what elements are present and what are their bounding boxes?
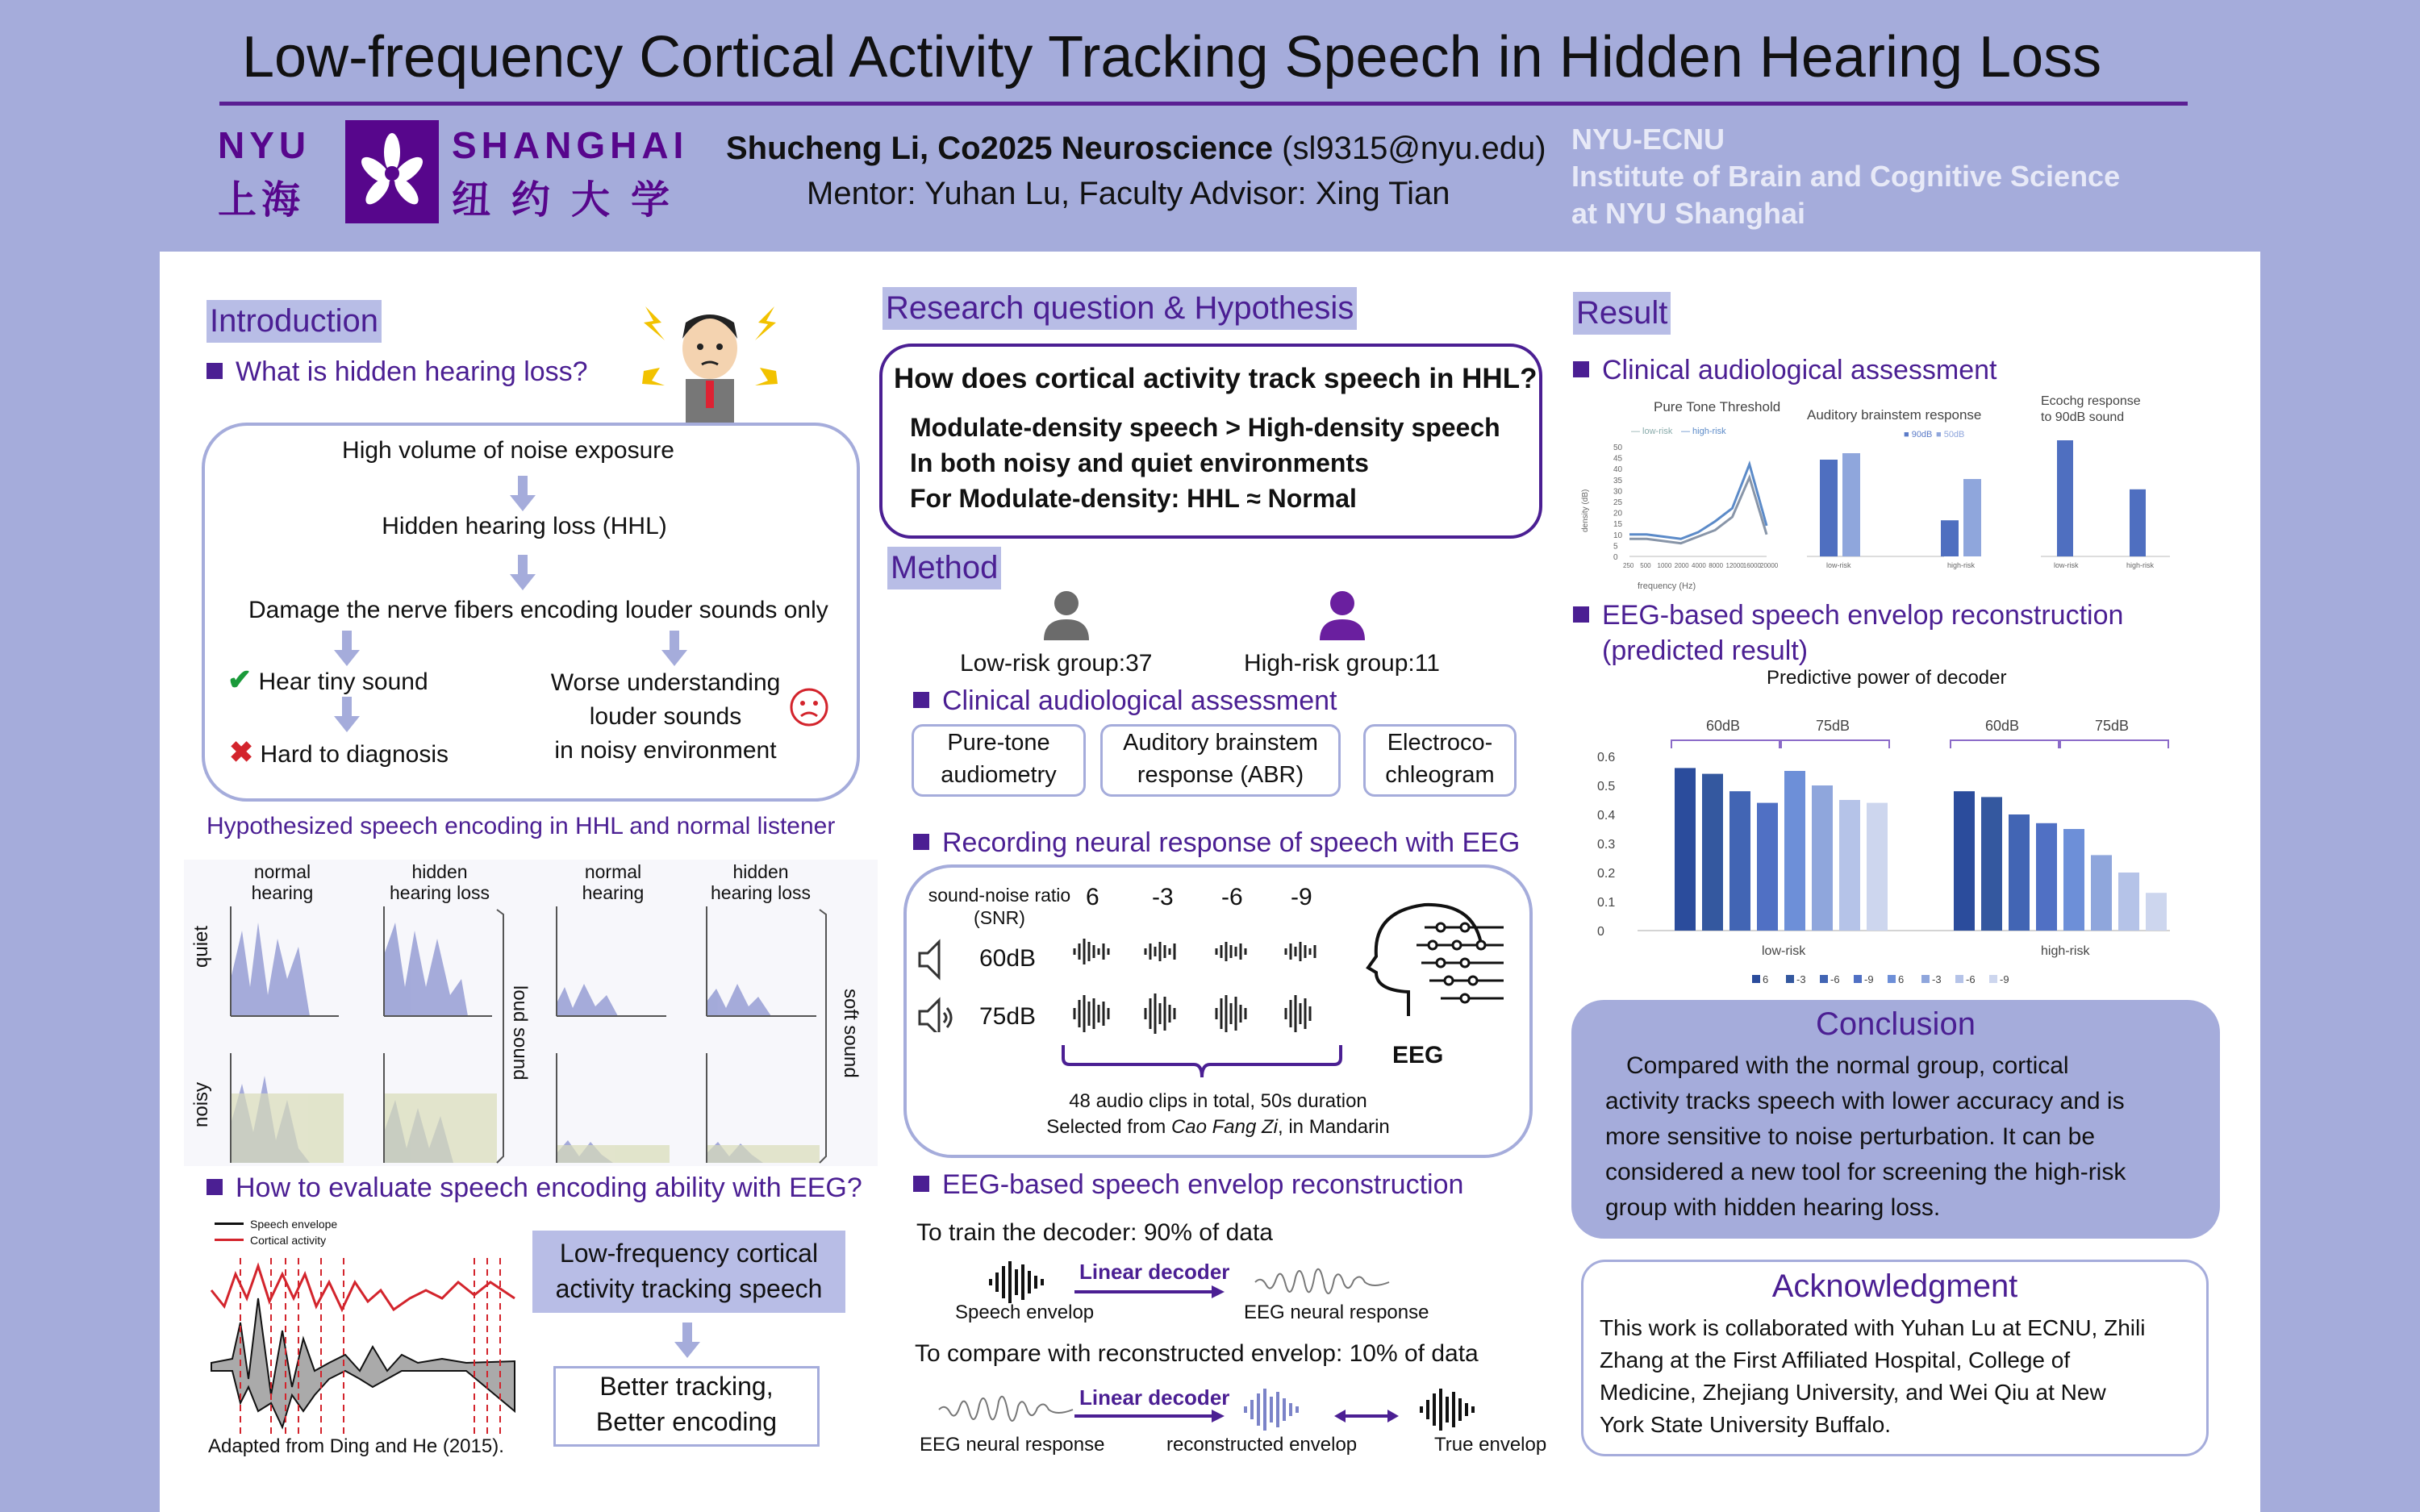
snr-label <box>915 884 1084 929</box>
pred-group-bracket <box>1951 740 2059 748</box>
pred-bar <box>1954 791 1975 931</box>
pred-legend-label: -9 <box>1864 973 1874 985</box>
speech-envelop-icon <box>986 1258 1066 1306</box>
eeg-neural-response-label: EEG neural response <box>1244 1302 1429 1323</box>
logo-nyu-text: NYU <box>218 124 311 166</box>
author-line <box>726 131 1546 167</box>
flow-step-3: Damage the nerve fibers encoding louder sounds only <box>248 597 828 623</box>
research-heading: Research question & Hypothesis <box>882 287 1357 330</box>
result-eeg-subheading: (predicted result) <box>1602 635 1809 666</box>
pta-legend-high: — high-risk <box>1681 427 1726 436</box>
test-pure-tone <box>912 724 1086 797</box>
abr-bar <box>1941 520 1959 556</box>
low-risk-group: Low-risk group:37 <box>960 650 1153 677</box>
mentor-line: Mentor: Yuhan Lu, Faculty Advisor: Xing Tian <box>807 176 1450 211</box>
hyp-col-hidden-1 <box>379 861 500 903</box>
pred-group-bracket <box>1671 740 1780 748</box>
pred-legend-swatch <box>1955 975 1963 983</box>
snr-minus6: -6 <box>1221 884 1243 910</box>
pta-title: Pure Tone Threshold <box>1654 399 1781 414</box>
low-freq-line: Low-frequency cortical <box>559 1239 819 1268</box>
pta-xtick: 2000 <box>1674 562 1689 569</box>
pred-bar <box>2118 873 2139 931</box>
test-line: Electroco- <box>1387 730 1493 756</box>
reconstructed-envelop-icon <box>1241 1385 1321 1434</box>
hypothesis-3: For Modulate-density: HHL ≈ Normal <box>910 484 1357 513</box>
pred-legend-swatch <box>1786 975 1794 983</box>
pred-bar <box>1839 800 1860 931</box>
institute-block <box>1571 121 2120 232</box>
hyp-col-label: hearing <box>582 882 645 903</box>
abr-legend-90: ■ 90dB <box>1904 430 1933 439</box>
legend-label: Speech envelope <box>250 1218 338 1231</box>
ecog-xtick: high-risk <box>2126 561 2155 569</box>
source-post: , in Mandarin <box>1278 1116 1390 1138</box>
eeg-head-icon <box>1352 895 1513 1032</box>
pred-group-label: 60dB <box>1706 718 1741 734</box>
pred-ytick: 0.3 <box>1597 838 1616 852</box>
train-decoder: To train the decoder: 90% of data <box>916 1219 1273 1246</box>
eeg-label: EEG <box>1392 1042 1444 1068</box>
pta-xtick: 20000 <box>1760 562 1779 569</box>
pred-xtick: low-risk <box>1762 944 1806 958</box>
test-line: chleogram <box>1385 762 1495 788</box>
test-line: response (ABR) <box>1137 762 1304 788</box>
method-clinical: Clinical audiological assessment <box>913 685 1337 717</box>
pred-ytick: 0.6 <box>1597 751 1616 764</box>
pred-group-bracket <box>2060 740 2168 748</box>
hyp-col-normal-1 <box>234 861 331 903</box>
pred-bar <box>1867 803 1888 931</box>
true-envelop-icon <box>1417 1385 1497 1434</box>
pta-ylabel: density (dB) <box>1581 489 1590 532</box>
level-60db: 60dB <box>979 945 1037 972</box>
pred-legend-swatch <box>1989 975 1997 983</box>
hyp-side-loud: loud sound <box>509 985 531 1081</box>
ding-he-legend <box>215 1216 337 1248</box>
credit-ding-he: Adapted from Ding and He (2015). <box>208 1435 504 1457</box>
snr-label-line: (SNR) <box>974 907 1025 928</box>
hyp-col-label: normal <box>253 861 311 882</box>
pta-ytick: 0 <box>1613 553 1618 562</box>
reconstructed-envelop-label: reconstructed envelop <box>1166 1434 1358 1456</box>
hyp-col-label: hearing loss <box>710 882 812 903</box>
clips-brace <box>1057 1042 1347 1082</box>
true-envelop-label: True envelop <box>1434 1434 1547 1456</box>
pred-legend-label: 6 <box>1898 973 1905 985</box>
speech-envelop-label: Speech envelop <box>955 1302 1095 1323</box>
arrow-down-icon <box>334 716 360 732</box>
ecog-bar <box>2057 440 2073 556</box>
flow-step-2: Hidden hearing loss (HHL) <box>382 513 667 539</box>
pred-bar <box>1981 797 2002 931</box>
linear-decoder-1: Linear decoder <box>1079 1260 1230 1284</box>
pred-bar <box>1702 774 1723 931</box>
low-freq-line: activity tracking speech <box>555 1274 823 1303</box>
arrow-down-icon <box>661 650 687 666</box>
pta-ytick: 30 <box>1613 487 1623 497</box>
nyu-shanghai-logo <box>218 117 694 230</box>
worse-line-3: in noisy environment <box>554 737 777 764</box>
test-line: audiometry <box>941 762 1057 788</box>
pred-bar <box>2091 855 2112 931</box>
ack-line: York State University Buffalo. <box>1600 1412 1892 1437</box>
arrow-right-icon <box>1073 1408 1226 1424</box>
hyp-col-label: normal <box>584 861 642 882</box>
pta-legend-low: — low-risk <box>1631 427 1673 436</box>
level-75db: 75dB <box>979 1003 1037 1030</box>
predictive-power-chart <box>1573 666 2202 997</box>
hyp-row-noisy: noisy <box>190 1081 212 1127</box>
pta-ytick: 50 <box>1613 444 1623 452</box>
pred-legend-label: -6 <box>1830 973 1840 985</box>
pred-xtick: high-risk <box>2041 944 2090 958</box>
intro-question-1: What is hidden hearing loss? <box>207 356 588 388</box>
check-icon: ✔ <box>227 663 252 696</box>
pta-xtick: 1000 <box>1657 562 1672 569</box>
eeg-response-wave-icon-2 <box>936 1385 1081 1434</box>
legend-swatch <box>215 1223 244 1225</box>
pred-bar <box>2009 814 2030 931</box>
pta-ytick: 10 <box>1613 531 1623 540</box>
worse-line-1: Worse understanding <box>550 669 781 696</box>
frustrated-person-icon <box>629 290 791 427</box>
legend-label: Cortical activity <box>250 1234 327 1247</box>
pred-title: Predictive power of decoder <box>1767 667 2007 689</box>
hear-tiny-label: Hear tiny sound <box>258 669 428 695</box>
pred-bar <box>2146 893 2167 931</box>
pred-group-label: 75dB <box>2095 718 2130 734</box>
pred-bar <box>1729 791 1750 931</box>
pred-ytick: 0.1 <box>1597 896 1616 910</box>
conclusion-text <box>1605 1048 2126 1226</box>
arrow-down-icon <box>510 495 536 511</box>
pta-xlabel: frequency (Hz) <box>1638 581 1696 591</box>
conclusion-line: group with hidden hearing loss. <box>1605 1194 1941 1221</box>
pta-xtick: 16000 <box>1742 562 1761 569</box>
logo-cn-left: 上海 <box>218 179 306 222</box>
pta-chart <box>1581 399 1780 591</box>
linear-decoder-2: Linear decoder <box>1079 1385 1230 1410</box>
pred-chart-group <box>1597 667 2170 985</box>
abr-bar <box>1963 479 1981 556</box>
snr-minus9: -9 <box>1291 884 1312 910</box>
hypothesis-1: Modulate-density speech > High-density speech <box>910 413 1500 442</box>
result-clinical: Clinical audiological assessment <box>1573 355 1996 386</box>
hard-diagnosis-label: Hard to diagnosis <box>260 741 449 768</box>
hyp-encoding-title: Hypothesized speech encoding in HHL and normal listener <box>207 813 836 839</box>
legend-swatch <box>215 1239 244 1241</box>
pred-ytick: 0 <box>1597 925 1604 939</box>
snr-label-line: sound-noise ratio <box>928 885 1071 906</box>
pta-xtick: 4000 <box>1692 562 1706 569</box>
title-divider <box>219 102 2188 106</box>
better-line: Better tracking, <box>599 1372 774 1401</box>
hyp-col-label: hidden <box>732 861 789 882</box>
logo-cn-right: 纽约大学 <box>452 179 691 222</box>
pred-legend-swatch <box>1820 975 1828 983</box>
ack-text <box>1600 1312 2145 1441</box>
legend-cortical-activity <box>215 1232 337 1248</box>
pred-ytick: 0.5 <box>1597 780 1616 793</box>
pred-bar <box>1784 771 1805 931</box>
pred-bar <box>1812 785 1833 931</box>
conclusion-line: activity tracks speech with lower accuracy and is <box>1605 1088 2125 1114</box>
hyp-row-quiet: quiet <box>190 925 212 968</box>
institute-line-3: at NYU Shanghai <box>1571 197 1806 230</box>
method-eeg-recording: Recording neural response of speech with EEG <box>913 827 1520 859</box>
eeg-neural-response-label-2: EEG neural response <box>920 1434 1105 1456</box>
ack-line: Medicine, Zhejiang University, and Wei Qiu at New <box>1600 1380 2106 1405</box>
abr-bar <box>1842 453 1860 556</box>
cross-icon: ✖ <box>229 735 254 768</box>
pred-bar <box>1675 768 1696 931</box>
ecog-bar <box>2130 489 2146 556</box>
source-title: Cao Fang Zi <box>1170 1116 1279 1138</box>
pred-legend-swatch <box>1854 975 1862 983</box>
test-ecog <box>1363 724 1517 797</box>
pta-ytick: 5 <box>1613 542 1618 552</box>
clinical-charts <box>1573 395 2186 597</box>
ecog-chart <box>2041 395 2170 569</box>
pred-bar <box>1757 803 1778 931</box>
test-line: Auditory brainstem <box>1123 730 1318 756</box>
pred-legend-label: -3 <box>1796 973 1806 985</box>
pred-group-bracket <box>1781 740 1889 748</box>
sad-face-icon <box>789 687 829 727</box>
pred-legend-label: -6 <box>1966 973 1976 985</box>
pta-xtick: 12000 <box>1725 562 1744 569</box>
ding-he-figure <box>208 1250 523 1435</box>
ecog-title-line-2: to 90dB sound <box>2041 410 2125 424</box>
eeg-response-wave-icon <box>1252 1258 1397 1306</box>
hyp-waveform-panels <box>226 906 855 1166</box>
ack-title: Acknowledgment <box>1771 1268 2018 1304</box>
test-line: Pure-tone <box>947 730 1050 756</box>
hyp-col-hidden-2 <box>700 861 821 903</box>
pred-legend-swatch <box>1752 975 1760 983</box>
pta-ytick: 45 <box>1613 454 1623 464</box>
conclusion-line: Compared with the normal group, cortical <box>1626 1052 2069 1079</box>
intro-heading: Introduction <box>207 300 382 343</box>
snr-6: 6 <box>1086 884 1099 910</box>
pred-legend-label: -9 <box>2000 973 2009 985</box>
ecog-xtick: low-risk <box>2054 561 2079 569</box>
method-heading: Method <box>887 547 1001 589</box>
hyp-col-label: hearing <box>251 882 314 903</box>
pred-legend-swatch <box>1888 975 1896 983</box>
test-abr <box>1100 724 1341 797</box>
conclusion-line: considered a new tool for screening the high-risk <box>1605 1159 2126 1185</box>
snr-minus3: -3 <box>1152 884 1174 910</box>
pta-ytick: 35 <box>1613 476 1623 485</box>
conclusion-line: more sensitive to noise perturbation. It can be <box>1605 1123 2096 1150</box>
speaker-icons <box>916 935 955 1032</box>
result-heading: Result <box>1573 292 1671 335</box>
better-line: Better encoding <box>595 1407 778 1436</box>
pta-ytick: 20 <box>1613 509 1623 519</box>
poster-title: Low-frequency Cortical Activity Tracking Speech in Hidden Hearing Loss <box>242 25 2102 90</box>
pred-ytick: 0.2 <box>1597 867 1616 881</box>
arrow-down-icon <box>674 1342 700 1358</box>
better-tracking-box <box>553 1366 820 1447</box>
abr-legend-50: ■ 50dB <box>1936 430 1965 439</box>
pred-bar <box>2063 829 2084 931</box>
pta-xtick: 250 <box>1623 562 1634 569</box>
pta-xtick: 8000 <box>1709 562 1724 569</box>
intro-question-2: How to evaluate speech encoding ability with EEG? <box>207 1173 862 1204</box>
abr-xtick: low-risk <box>1826 561 1851 569</box>
pred-legend-label: 6 <box>1763 973 1769 985</box>
abr-xtick: high-risk <box>1947 561 1976 569</box>
hyp-col-normal-2 <box>565 861 661 903</box>
pta-xtick: 500 <box>1640 562 1651 569</box>
high-risk-group: High-risk group:11 <box>1244 650 1440 677</box>
pta-line-high-risk <box>1629 464 1767 539</box>
pred-legend-swatch <box>1921 975 1930 983</box>
institute-line-2: Institute of Brain and Cognitive Science <box>1571 160 2121 193</box>
arrow-right-icon <box>1073 1284 1226 1300</box>
low-freq-box <box>532 1231 845 1313</box>
conclusion-title: Conclusion <box>1816 1006 1976 1042</box>
high-risk-person-icon <box>1316 589 1368 640</box>
pred-legend-label: -3 <box>1932 973 1942 985</box>
author-name: Shucheng Li, Co2025 Neuroscience <box>726 131 1273 166</box>
hear-tiny-sound <box>227 663 428 697</box>
worse-understanding <box>532 666 799 768</box>
institute-line-1: NYU-ECNU <box>1571 123 1725 156</box>
clips-total: 48 audio clips in total, 50s duration <box>1069 1090 1367 1112</box>
ack-line: This work is collaborated with Yuhan Lu at ECNU, Zhili <box>1600 1315 2146 1340</box>
low-risk-person-icon <box>1041 589 1092 640</box>
conclusion-box <box>1571 1000 2220 1239</box>
double-arrow-icon <box>1333 1406 1400 1426</box>
result-eeg-heading: EEG-based speech envelop reconstruction <box>1573 600 2123 631</box>
author-email: (sl9315@nyu.edu) <box>1282 131 1546 166</box>
arrow-down-icon <box>510 574 536 590</box>
abr-title: Auditory brainstem response <box>1807 407 1982 423</box>
clips-source <box>960 1116 1476 1139</box>
logo-shanghai-text: SHANGHAI <box>452 124 689 166</box>
pred-bar <box>2036 823 2057 931</box>
legend-speech-envelope <box>215 1216 337 1232</box>
torch-logo-icon <box>345 120 439 223</box>
hyp-col-label: hearing loss <box>389 882 490 903</box>
compare-envelop: To compare with reconstructed envelop: 10% of data <box>915 1340 1479 1367</box>
source-pre: Selected from <box>1046 1116 1171 1138</box>
abr-chart <box>1807 407 1981 569</box>
acknowledgment-box <box>1581 1260 2209 1456</box>
pta-ytick: 40 <box>1613 465 1623 475</box>
worse-line-2: louder sounds <box>589 703 742 730</box>
hard-diagnosis <box>229 735 449 769</box>
ecog-title-line-1: Ecochg response <box>2041 395 2141 408</box>
pta-ytick: 15 <box>1613 520 1623 530</box>
hypothesis-2: In both noisy and quiet environments <box>910 448 1369 477</box>
pred-group-label: 75dB <box>1816 718 1850 734</box>
abr-bar <box>1820 460 1838 556</box>
ack-line: Zhang at the First Affiliated Hospital, College of <box>1600 1347 2071 1372</box>
method-recon: EEG-based speech envelop reconstruction <box>913 1169 1463 1201</box>
pta-ytick: 25 <box>1613 498 1623 507</box>
hyp-side-soft: soft sound <box>840 989 862 1078</box>
research-question: How does cortical activity track speech in HHL? <box>894 363 1538 394</box>
pred-group-label: 60dB <box>1985 718 2020 734</box>
pred-ytick: 0.4 <box>1597 809 1616 823</box>
flow-step-1: High volume of noise exposure <box>342 437 674 464</box>
hyp-col-label: hidden <box>411 861 468 882</box>
